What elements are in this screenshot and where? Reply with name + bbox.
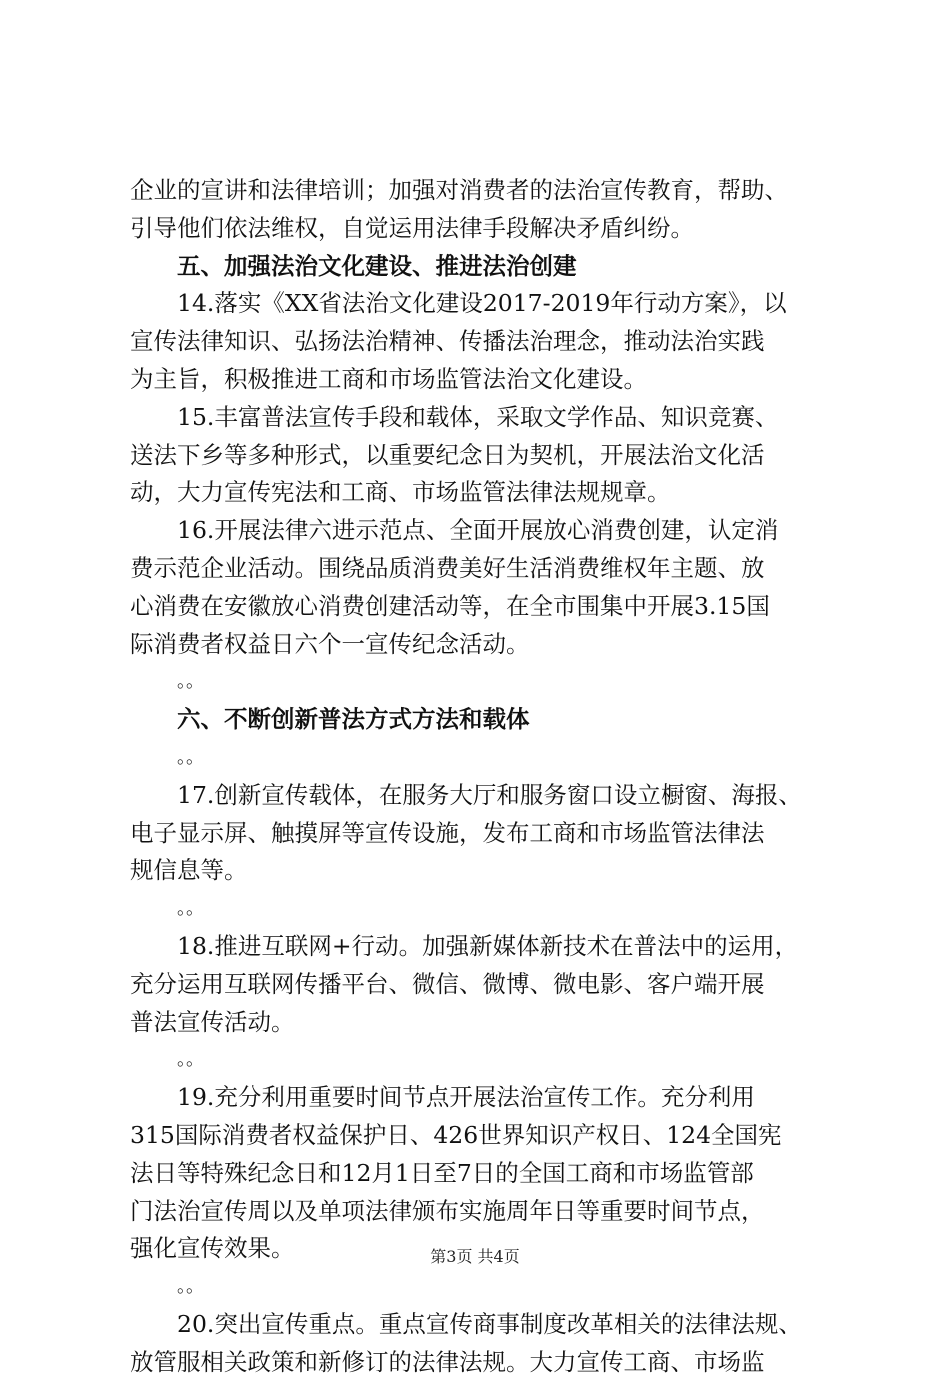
separator-marks: 。。 xyxy=(177,1276,204,1298)
paragraph-line: 315国际消费者权益保护日、426世界知识产权日、124全国宪 xyxy=(130,1120,782,1149)
paragraph-line: 强化宣传效果。 xyxy=(130,1234,295,1263)
paragraph-first-line: 20.突出宣传重点。重点宣传商事制度改革相关的法律法规、 xyxy=(177,1309,802,1338)
paragraph-line: 动，大力宣传宪法和工商、市场监管法律法规规章。 xyxy=(130,478,671,507)
separator-marks: 。。 xyxy=(177,898,204,920)
paragraph-line: 送法下乡等多种形式，以重要纪念日为契机，开展法治文化活 xyxy=(130,440,765,469)
separator-marks: 。。 xyxy=(177,1049,204,1071)
paragraph-line: 际消费者权益日六个一宣传纪念活动。 xyxy=(130,629,530,658)
paragraph-line: 心消费在安徽放心消费创建活动等，在全市围集中开展3.15国 xyxy=(130,591,770,620)
paragraph-line: 放管服相关政策和新修订的法律法规。大力宣传工商、市场监 xyxy=(130,1347,765,1376)
paragraph-first-line: 16.开展法律六进示范点、全面开展放心消费创建，认定消 xyxy=(177,516,779,545)
paragraph-first-line: 19.充分利用重要时间节点开展法治宣传工作。充分利用 xyxy=(177,1083,755,1112)
paragraph-first-line: 18.推进互联网+行动。加强新媒体新技术在普法中的运用， xyxy=(177,931,799,960)
paragraph-line: 为主旨，积极推进工商和市场监管法治文化建设。 xyxy=(130,364,647,393)
paragraph-line: 规信息等。 xyxy=(130,856,248,885)
section-heading: 五、加强法治文化建设、推进法治创建 xyxy=(177,251,577,280)
paragraph-first-line: 17.创新宣传载体，在服务大厅和服务窗口设立橱窗、海报、 xyxy=(177,780,802,809)
paragraph-first-line: 14.落实《XX省法治文化建设2017-2019年行动方案》，以 xyxy=(177,289,787,318)
paragraph-first-line: 15.丰富普法宣传手段和载体，采取文学作品、知识竞赛、 xyxy=(177,402,779,431)
paragraph-line: 门法治宣传周以及单项法律颁布实施周年日等重要时间节点， xyxy=(130,1196,765,1225)
separator-marks: 。。 xyxy=(177,671,204,693)
paragraph-line: 法日等特殊纪念日和12月1日至7日的全国工商和市场监管部 xyxy=(130,1158,754,1187)
paragraph-line: 宣传法律知识、弘扬法治精神、传播法治理念，推动法治实践 xyxy=(130,327,765,356)
paragraph-line: 电子显示屏、触摸屏等宣传设施，发布工商和市场监管法律法 xyxy=(130,818,765,847)
paragraph-line: 普法宣传活动。 xyxy=(130,1007,295,1036)
paragraph-line: 费示范企业活动。围绕品质消费美好生活消费维权年主题、放 xyxy=(130,553,765,582)
page-footer: 第3页 共4页 xyxy=(430,1247,520,1266)
separator-marks: 。。 xyxy=(177,746,204,768)
paragraph-line: 引导他们依法维权，自觉运用法律手段解决矛盾纠纷。 xyxy=(130,213,694,242)
paragraph-line: 企业的宣讲和法律培训；加强对消费者的法治宣传教育，帮助、 xyxy=(130,176,788,204)
paragraph-line: 充分运用互联网传播平台、微信、微博、微电影、客户端开展 xyxy=(130,969,765,998)
document-body xyxy=(130,172,830,1382)
section-heading: 六、不断创新普法方式方法和载体 xyxy=(177,705,530,734)
